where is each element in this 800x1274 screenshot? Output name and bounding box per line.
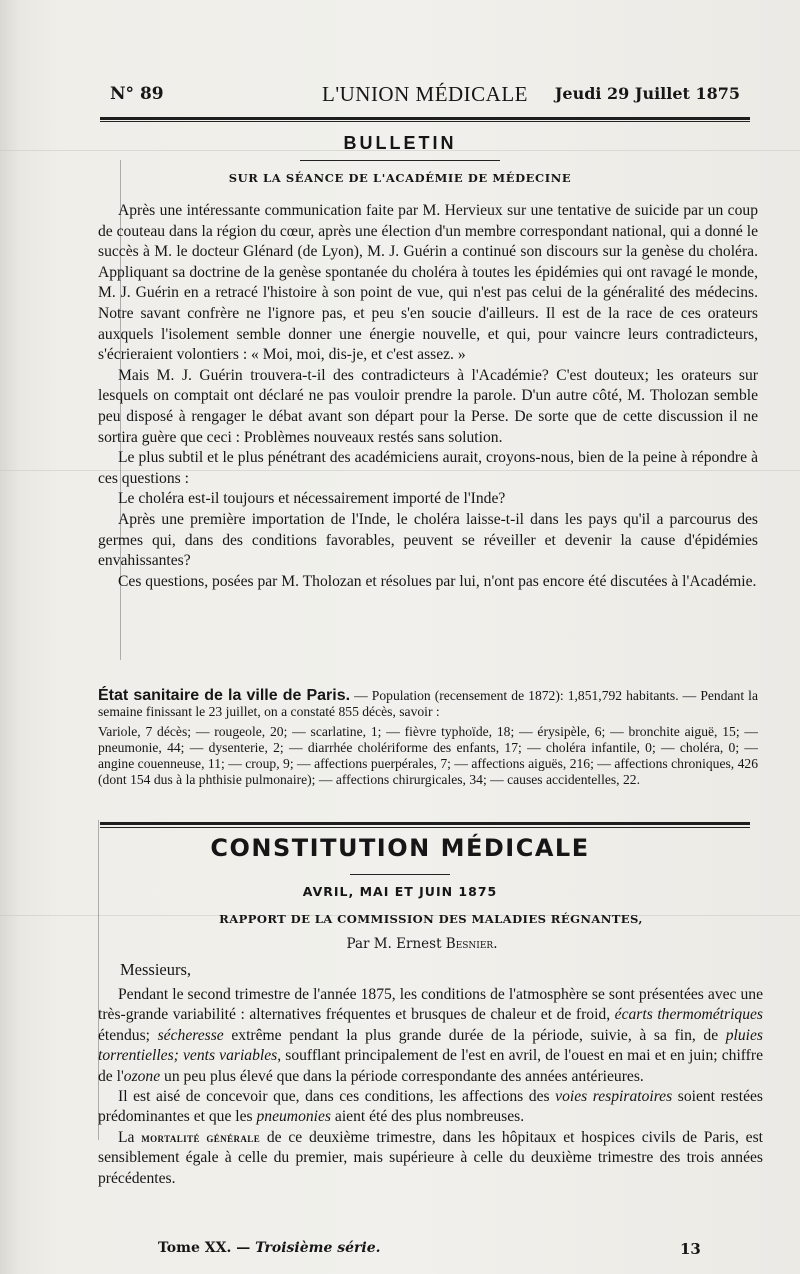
paragraph: Après une intéressante communication faite par M. Hervieux sur une tentative de suicide par un coup de couteau dans la région du cœur, après une élection d'un membre correspondant national, qui a donné le succès à M. le docteur Glénard (de Lyon), M. J. Guérin a continué son discours sur la genèse du choléra. Appliquant sa doctrine de la genèse spontanée du choléra à toutes les épidémies qui ont ravagé le monde, M. J. Guérin en a retracé l'histoire à son point de vue, qui n'est pas celui de la généralité des médecins. Notre savant confrère ne l'ignore pas, et peu s'en soucie d'ailleurs. Il est de la race de ces orateurs auxquels l'isolement semble donner une énergie nouvelle, et qui, pour vaincre leurs contradicteurs, s'écrieraient volontiers : « Moi, moi, dis-je, et c'est assez. » [98,202,758,364]
rapport-heading: RAPPORT DE LA COMMISSION DES MALADIES RÉGNANTES, [219,912,643,926]
section-rule [100,822,750,825]
constitution-period: AVRIL, MAI ET JUIN 1875 [302,884,498,899]
paragraph: Après une première importation de l'Inde, le choléra laisse-t-il dans les pays qu'il a parcourus des germes qui, dans des conditions favorables, peuvent se réveiller et devenir la cause d'épidémies envahissantes? [98,510,758,570]
paragraph: Mais M. J. Guérin trouvera-t-il des contradicteurs à l'Académie? C'est douteux; les orateurs sur lesquels on comptait ont déclaré ne pas vouloir prendre la parole. D'un autre côté, M. Tholozan semble peu disposé à rengager le débat avant son départ pour la Perse. De sorte que de cette discussion il ne sortira guère que ceci : Problèmes nouveaux restés sans solution. [98,366,758,446]
etat-sanitaire-list: Variole, 7 décès; — rougeole, 20; — scarlatine, 1; — fièvre typhoïde, 18; — érysipèle, 6; — bronchite aiguë, 15; — pneumonie, 44; — dysenterie, 2; — diarrhée cholériforme des enfants, 17; — choléra infantile, 0; — choléra, 0; — angine couenneuse, 11; — croup, 9; — affections puerpérales, 7; — affections aiguës, 216; — affections chroniques, 426 (dont 154 dus à la phthisie pulmonaire); — affections chirurgicales, 34; — causes accidentelles, 22. [98,723,758,788]
journal-title: L'UNION MÉDICALE [322,82,529,106]
etat-sanitaire-heading: État sanitaire de la ville de Paris. [98,687,351,704]
constitution-title: CONSTITUTION MÉDICALE [210,834,590,862]
paragraph: Le plus subtil et le plus pénétrant des académiciens aurait, croyons-nous, bien de la peine à répondre à ces questions : [98,449,758,487]
author-name: Besnier. [445,936,498,952]
issue-date: Jeudi 29 Juillet 1875 [554,84,740,103]
footer-volume: Tome XX. — Troisième série. [158,1240,381,1256]
author-line [0,936,800,952]
title-underline [300,160,500,161]
paragraph: Pendant le second trimestre de l'année 1875, les conditions de l'atmosphère se sont présentées avec une très-grande variabilité : alternatives fréquentes et brusques de chaleur et de froid, écarts thermométriques étendus; sécheresse extrême pendant la plus grande durée de la période, suivie, à sa fin, de pluies torrentielles; vents variables, soufflant principalement de l'est en avril, de l'ouest en mai et en juin; chiffre de l'ozone un peu plus élevé que dans la période correspondante des années antérieures. [98,986,763,1085]
etat-sanitaire [98,688,758,789]
paragraph [98,688,758,721]
etat-sanitaire-intro: — Population (recensement de 1872): 1,851,792 habitants. — Pendant la semaine finissant le 23 juillet, on a constaté 855 décès, savoir : [98,688,758,720]
issue-number: N° 89 [110,84,164,104]
author-prefix: Par M. Ernest [346,936,446,952]
page-number: 13 [680,1240,701,1258]
section-subtitle: SUR LA SÉANCE DE L'ACADÉMIE DE MÉDECINE [228,171,572,185]
paragraph: Il est aisé de concevoir que, dans ces conditions, les affections des voies respiratoires soient restées prédominantes et que les pneumonies aient été des plus nombreuses. [98,1088,763,1126]
bulletin-body [98,201,758,592]
section-title: BULLETIN [343,133,457,153]
header-rule [100,117,750,120]
paragraph: La mortalité générale de ce deuxième trimestre, dans les hôpitaux et hospices civils de Paris, est sensiblement égale à celle du premier, mais supérieure à celle du deuxième trimestre des trois années précédentes. [98,1128,763,1187]
paragraph: Ces questions, posées par M. Tholozan et résolues par lui, n'ont pas encore été discutées à l'Académie. [118,572,757,590]
paragraph: Le choléra est-il toujours et nécessairement importé de l'Inde? [118,490,506,508]
header-rule-thin [100,121,750,122]
constitution-body [98,985,763,1189]
section-rule-thin [100,827,750,828]
page-header [110,82,740,112]
salutation: Messieurs, [120,960,192,979]
title-underline [350,874,450,875]
